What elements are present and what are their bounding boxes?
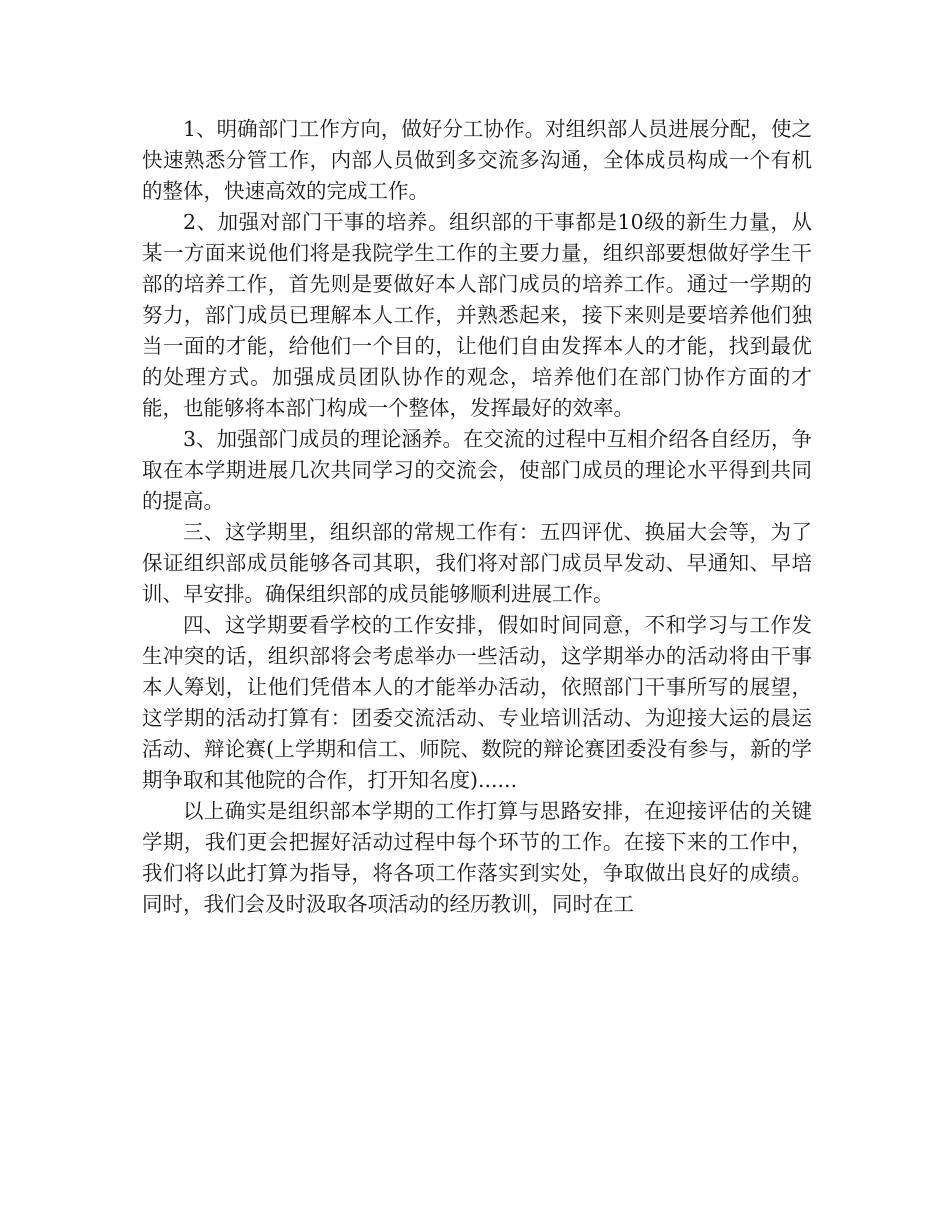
paragraph-routine-work: 三、这学期里，组织部的常规工作有：五四评优、换届大会等，为了保证组织部成员能够各司其职，我们将对部门成员早发动、早通知、早培训、早安排。确保组织部的成员能够顺利进展工作。: [142, 520, 812, 606]
paragraph-staff-training: 2、加强对部门干事的培养。组织部的干事都是10级的新生力量，从某一方面来说他们将是我院学生工作的主要力量，组织部要想做好学生干部的培养工作，首先则是要做好本人部门成员的培养工作。通过一学期的努力，部门成员已理解本人工作，并熟悉起来，接下来则是要培养他们独当一面的才能，给他们一个目的，让他们自由发挥本人的才能，找到最优的处理方式。加强成员团队协作的观念，培养他们在部门协作方面的才能，也能够将本部门构成一个整体，发挥最好的效率。: [142, 210, 812, 420]
paragraph-theory-cultivation: 3、加强部门成员的理论涵养。在交流的过程中互相介绍各自经历，争取在本学期进展几次共同学习的交流会，使部门成员的理论水平得到共同的提高。: [142, 427, 812, 513]
paragraph-division-of-labor: 1、明确部门工作方向，做好分工协作。对组织部人员进展分配，使之快速熟悉分管工作，内部人员做到多交流多沟通，全体成员构成一个有机的整体，快速高效的完成工作。: [142, 117, 812, 203]
document-body: [142, 114, 812, 920]
paragraph-activity-plan: 四、这学期要看学校的工作安排，假如时间同意，不和学习与工作发生冲突的话，组织部将会考虑举办一些活动，这学期举办的活动将由干事本人筹划，让他们凭借本人的才能举办活动，依照部门干事所写的展望，这学期的活动打算有：团委交流活动、专业培训活动、为迎接大运的晨运活动、辩论赛(上学期和信工、师院、数院的辩论赛团委没有参与，新的学期争取和其他院的合作，打开知名度)......: [142, 613, 812, 792]
paragraph-conclusion: 以上确实是组织部本学期的工作打算与思路安排，在迎接评估的关键学期，我们更会把握好活动过程中每个环节的工作。在接下来的工作中，我们将以此打算为指导，将各项工作落实到实处，争取做出良好的成绩。同时，我们会及时汲取各项活动的经历教训，同时在工: [142, 799, 812, 916]
